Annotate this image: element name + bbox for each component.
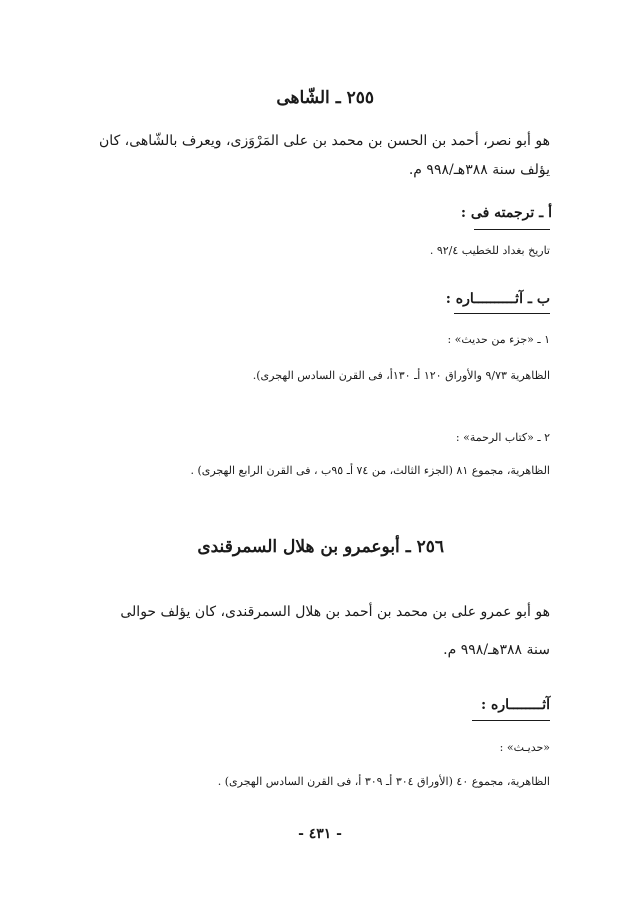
entry-256-work1-ref: الظاهرية، مجموع ٤٠ (الأوراق ٣٠٤ أـ ٣٠٩ أ، فى القرن السادس الهجرى) . [217, 775, 550, 788]
entry-255-bio-line1: هو أبو نصر، أحمد بن الحسن بن محمد بن على المَرْوَزى، ويعرف بالشّاهى، كان [99, 133, 550, 149]
section-a-underline [474, 229, 550, 230]
entry-256-work1-title: «حديـث» : [499, 741, 550, 754]
entry-255-work2-title: ٢ ـ «كتاب الرحمة» : [455, 431, 550, 444]
works-underline [472, 720, 550, 721]
entry-255-work1-ref: الظاهرية ٩/٧٣ والأوراق ١٢٠ أـ ١٣٠أ، فى القرن السادس الهجرى). [252, 369, 550, 382]
entry-256-bio-line1: هو أبو عمرو على بن محمد بن أحمد بن هلال السمرقندى، كان يؤلف حوالى [120, 604, 550, 620]
entry-255-bio-line2: يؤلف سنة ٣٨٨هـ/٩٩٨ م. [408, 162, 550, 178]
entry-256-title: ٢٥٦ ـ أبوعمرو بن هلال السمرقندى [197, 537, 444, 557]
entry-256-bio-line2: سنة ٣٨٨هـ/٩٩٨ م. [443, 642, 550, 658]
entry-255-title: ٢٥٥ ـ الشّاهى [276, 88, 374, 108]
entry-255-work2-ref: الظاهرية، مجموع ٨١ (الجزء الثالث، من ٧٤ أـ ٩٥ب ، فى القرن الرابع الهجرى) . [190, 464, 550, 477]
section-b-underline [454, 313, 550, 314]
entry-255-section-a-label: أ ـ ترجمته فى : [460, 205, 552, 221]
entry-255-section-b-label: ب ـ آثــــــــــاره : [445, 291, 550, 307]
entry-256-works-label: آثــــــــاره : [480, 697, 550, 713]
page-number: - ٤٣١ - [298, 826, 342, 842]
entry-255-work1-title: ١ ـ «جزء من حديث» : [447, 333, 550, 346]
entry-255-section-a-ref: تاريخ بغداد للخطيب ٩٢/٤ . [429, 244, 550, 257]
